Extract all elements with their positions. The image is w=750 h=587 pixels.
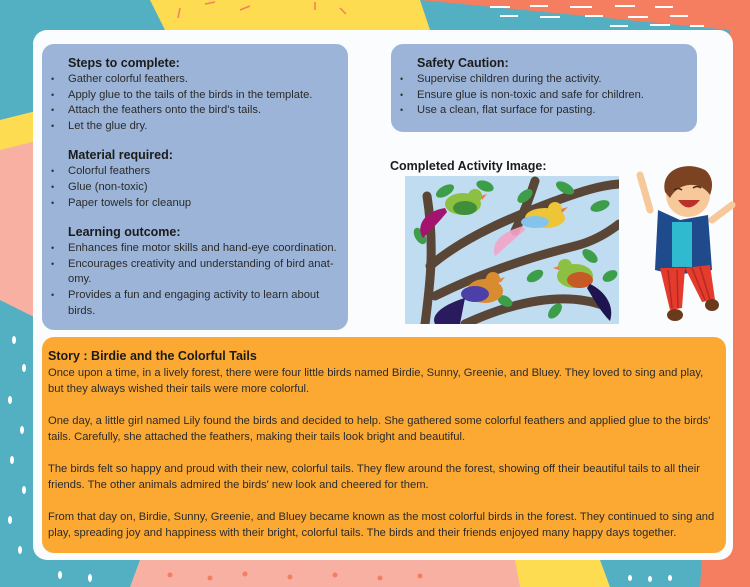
list-item: • Gather colorful feathers. (42, 72, 348, 88)
list-item: • Let the glue dry. (42, 119, 348, 135)
story-title: Story : Birdie and the Colorful Tails (48, 349, 257, 363)
story-paragraph: From that day on, Birdie, Sunny, Greenie, and Bluey became known as the most colorful birds in the forest. They continued to sing and play, spreading joy and happiness with their bright, colorful tails. The birds and their friends enjoyed many happy days together. (48, 511, 715, 539)
learning-list (42, 241, 348, 319)
list-item: • Apply glue to the tails of the birds in the template. (42, 88, 348, 104)
story-paragraph: Once upon a time, in a lively forest, there were four little birds named Birdie, Sunny, Greenie, and Bluey. They loved to sing and play, but they always wished their tails were more colorful. (48, 367, 704, 395)
list-item: • Ensure glue is non-toxic and safe for children. (391, 88, 697, 104)
list-item: • Enhances fine motor skills and hand-eye coordination. (42, 241, 348, 257)
safety-list (391, 72, 697, 119)
safety-title: Safety Caution: (417, 56, 509, 70)
learning-title: Learning outcome: (68, 225, 181, 240)
story-paragraph: One day, a little girl named Lily found the birds and decided to help. She gathered some colorful feathers and applied glue to the birds' tails. Carefully, she attached the feathers, making their tails look bright and beautiful. (48, 415, 711, 443)
list-item: • Use a clean, flat surface for pasting. (391, 103, 697, 119)
steps-title: Steps to complete: (68, 56, 180, 70)
list-item: • Encourages creativity and understanding of bird anat-omy. (42, 257, 348, 288)
story-body (48, 365, 716, 557)
completed-activity-image (405, 176, 619, 324)
list-item: • Supervise children during the activity. (391, 72, 697, 88)
list-item: • Paper towels for cleanup (42, 196, 348, 212)
steps-panel (42, 44, 348, 330)
safety-panel (391, 44, 697, 132)
list-item: • Provides a fun and engaging activity to learn about birds. (42, 288, 348, 319)
bird-craft-illustration (405, 176, 619, 324)
happy-boy-illustration (630, 160, 742, 328)
list-item: • Colorful feathers (42, 164, 348, 180)
completed-activity-label: Completed Activity Image: (390, 159, 547, 173)
list-item: • Glue (non-toxic) (42, 180, 348, 196)
steps-list (42, 72, 348, 134)
list-item: • Attach the feathers onto the bird's tails. (42, 103, 348, 119)
materials-list (42, 164, 348, 211)
story-paragraph: The birds felt so happy and proud with their new, colorful tails. They flew around the forest, showing off their beautiful tails to all their friends. The other animals admired the birds' new look and cheered for them. (48, 463, 700, 491)
materials-title: Material required: (68, 148, 173, 163)
story-panel (42, 337, 726, 553)
